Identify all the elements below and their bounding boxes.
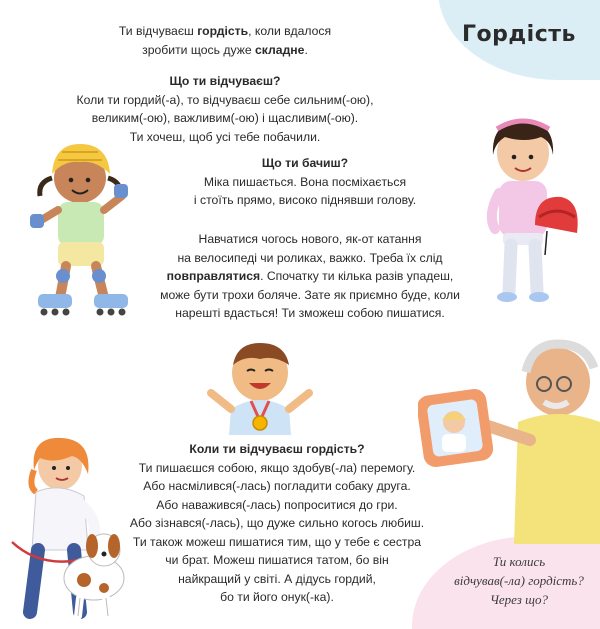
question-line: Ти колись (492, 554, 546, 569)
paragraph-line: великим(-ою), важливим(-ою) і щасливим(-ою). (91, 111, 359, 125)
paragraph-line: і стоїть прямо, високо піднявши голову. (193, 193, 417, 207)
paragraph-line: Або насмілився(-лась) погладити собаку друга. (143, 479, 411, 493)
intro-text: Ти відчуваєш (118, 24, 198, 38)
see-section (150, 154, 460, 210)
paragraph-line: Або зізнався(-лась), що дуже сильно когось любиш. (129, 516, 425, 530)
baby-with-medal-illustration (205, 335, 315, 435)
paragraph-line: на велосипеді чи роликах, важко. Треба їх слід (177, 250, 443, 265)
question-line: відчував(-ла) гордість? (454, 573, 584, 588)
section-heading: Що ти бачиш? (261, 156, 349, 170)
grandpa-with-photo-illustration (418, 322, 600, 544)
paragraph-line: Або наважився(-лась) попроситися до гри. (156, 497, 398, 512)
intro-paragraph (70, 22, 380, 59)
skater-boy-illustration (22, 130, 147, 320)
paragraph-line: Ти також можеш пишатися тим, що у тебе є сестра (132, 534, 422, 549)
paragraph-line: бо ти його онук(-ка). (220, 590, 334, 604)
paragraph-line: нарешті вдасться! Ти зможеш собою пишатися. (175, 306, 445, 320)
paragraph-line: Ти пишаєшся собою, якщо здобув(-ла) перемогу. (138, 460, 416, 475)
intro-keyword: складне (255, 42, 305, 57)
intro-text: зробити щось дуже (142, 42, 256, 57)
paragraph-line: Коли ти гордий(-а), то відчуваєш себе сильним(-ою), (76, 92, 374, 107)
intro-text: . (304, 42, 308, 57)
reflection-question (438, 552, 600, 609)
section-heading: Коли ти відчуваєш гордість? (189, 442, 365, 456)
paragraph-line: Ти хочеш, щоб усі тебе побачили. (129, 129, 321, 144)
paragraph-line: Навчатися чогось нового, як-от катання (198, 232, 422, 246)
girl-with-helmet-illustration (465, 105, 583, 310)
paragraph-line: чи брат. Можеш пишатися татом, бо він (165, 553, 389, 567)
paragraph-keyword: повправлятися (166, 269, 261, 283)
learn-paragraph (130, 230, 490, 323)
page-title: Гордість (462, 22, 576, 47)
paragraph-text: . Спочатку ти кілька разів упадеш, (260, 269, 454, 283)
paragraph-line: Міка пишається. Вона посміхається (203, 174, 407, 189)
paragraph-line: найкращий у світі. А дідусь гордий, (178, 571, 376, 586)
when-section (92, 440, 462, 607)
girl-with-dog-illustration (2, 430, 132, 625)
intro-text: , коли вдалося (248, 24, 332, 38)
paragraph-line: може бути трохи боляче. Зате як приємно буде, коли (160, 287, 460, 302)
section-heading: Що ти відчуваєш? (169, 74, 281, 88)
intro-keyword: гордість (197, 24, 249, 38)
question-line: Через що? (489, 592, 549, 607)
